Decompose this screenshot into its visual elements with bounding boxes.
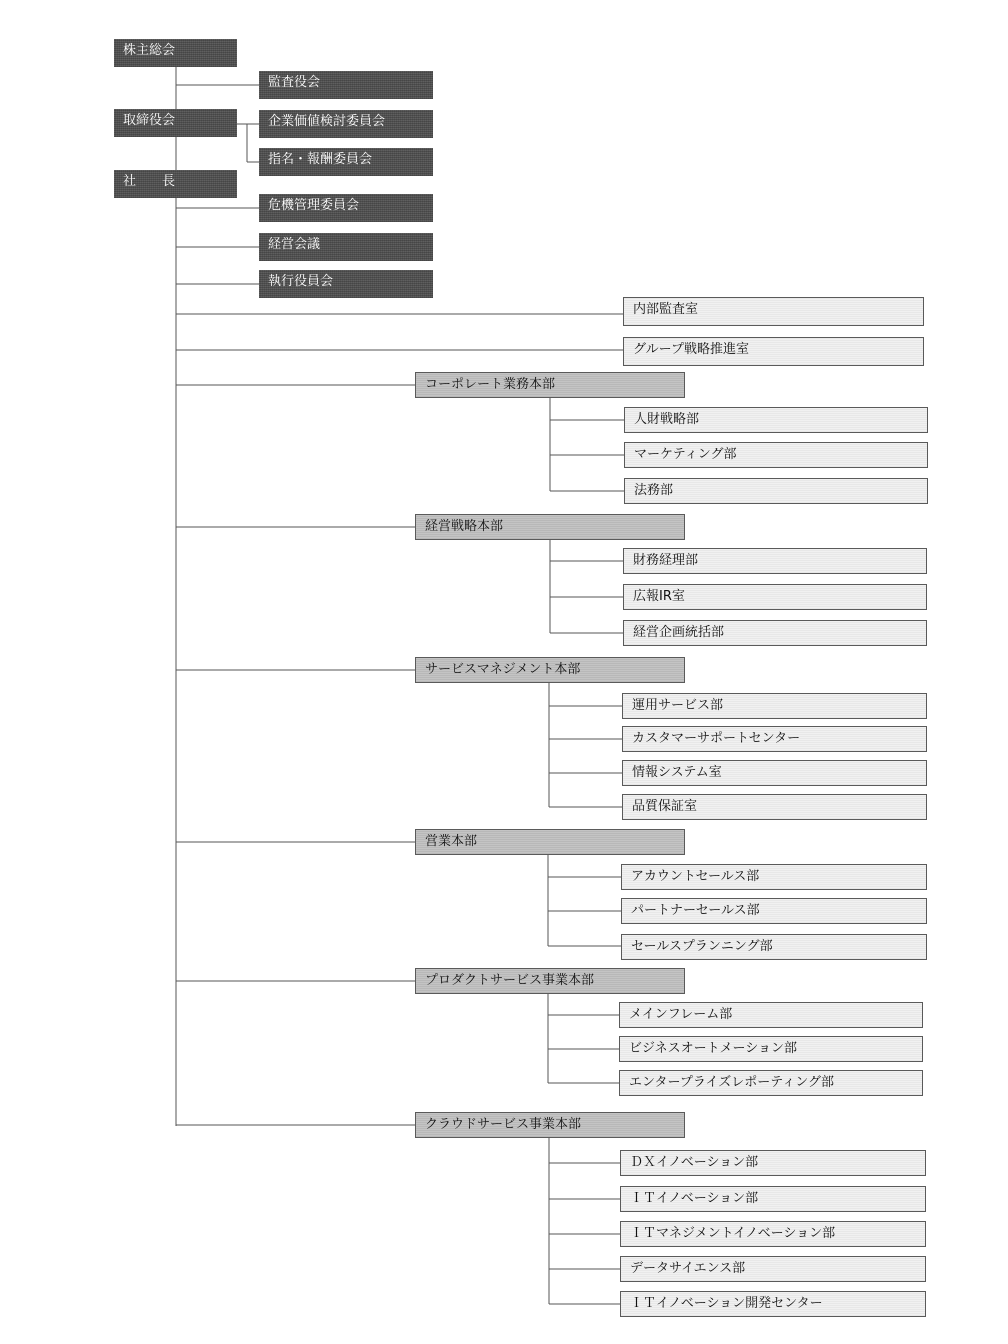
department-box: アカウントセールス部 <box>621 864 927 890</box>
department-box: ＤＸイノベーション部 <box>620 1150 926 1176</box>
department-box: 広報IR室 <box>623 584 927 610</box>
committee-box: 経営会議 <box>259 233 433 261</box>
department-box: 品質保証室 <box>622 794 927 820</box>
department-box: 経営企画統括部 <box>623 620 927 646</box>
department-box: セールスプランニング部 <box>621 934 927 960</box>
department-box: 人財戦略部 <box>624 407 928 433</box>
department-box: ビジネスオートメーション部 <box>619 1036 923 1062</box>
staff-office-box: グループ戦略推進室 <box>623 337 924 366</box>
department-box: データサイエンス部 <box>620 1256 926 1282</box>
division-box: 経営戦略本部 <box>415 514 685 540</box>
nomination-committee-box: 指名・報酬委員会 <box>259 148 433 176</box>
department-box: エンタープライズレポーティング部 <box>619 1070 923 1096</box>
department-box: カスタマーサポートセンター <box>622 726 927 752</box>
staff-office-box: 内部監査室 <box>623 297 924 326</box>
committee-box: 危機管理委員会 <box>259 194 433 222</box>
board-of-directors-box: 取締役会 <box>114 109 237 137</box>
president-box: 社 長 <box>114 170 237 198</box>
department-box: ＩＴイノベーション部 <box>620 1186 926 1212</box>
corporate-value-committee-box: 企業価値検討委員会 <box>259 110 433 138</box>
shareholders-meeting-box: 株主総会 <box>114 39 237 67</box>
division-box: コーポレート業務本部 <box>415 372 685 398</box>
division-box: プロダクトサービス事業本部 <box>415 968 685 994</box>
department-box: 財務経理部 <box>623 548 927 574</box>
division-box: サービスマネジメント本部 <box>415 657 685 683</box>
department-box: 法務部 <box>624 478 928 504</box>
department-box: 情報システム室 <box>622 760 927 786</box>
department-box: マーケティング部 <box>624 442 928 468</box>
department-box: ＩＴイノベーション開発センター <box>620 1291 926 1317</box>
committee-box: 執行役員会 <box>259 270 433 298</box>
division-box: クラウドサービス事業本部 <box>415 1112 685 1138</box>
division-box: 営業本部 <box>415 829 685 855</box>
audit-board-box: 監査役会 <box>259 71 433 99</box>
department-box: ＩＴマネジメントイノベーション部 <box>620 1221 926 1247</box>
department-box: 運用サービス部 <box>622 693 927 719</box>
department-box: パートナーセールス部 <box>621 898 927 924</box>
department-box: メインフレーム部 <box>619 1002 923 1028</box>
